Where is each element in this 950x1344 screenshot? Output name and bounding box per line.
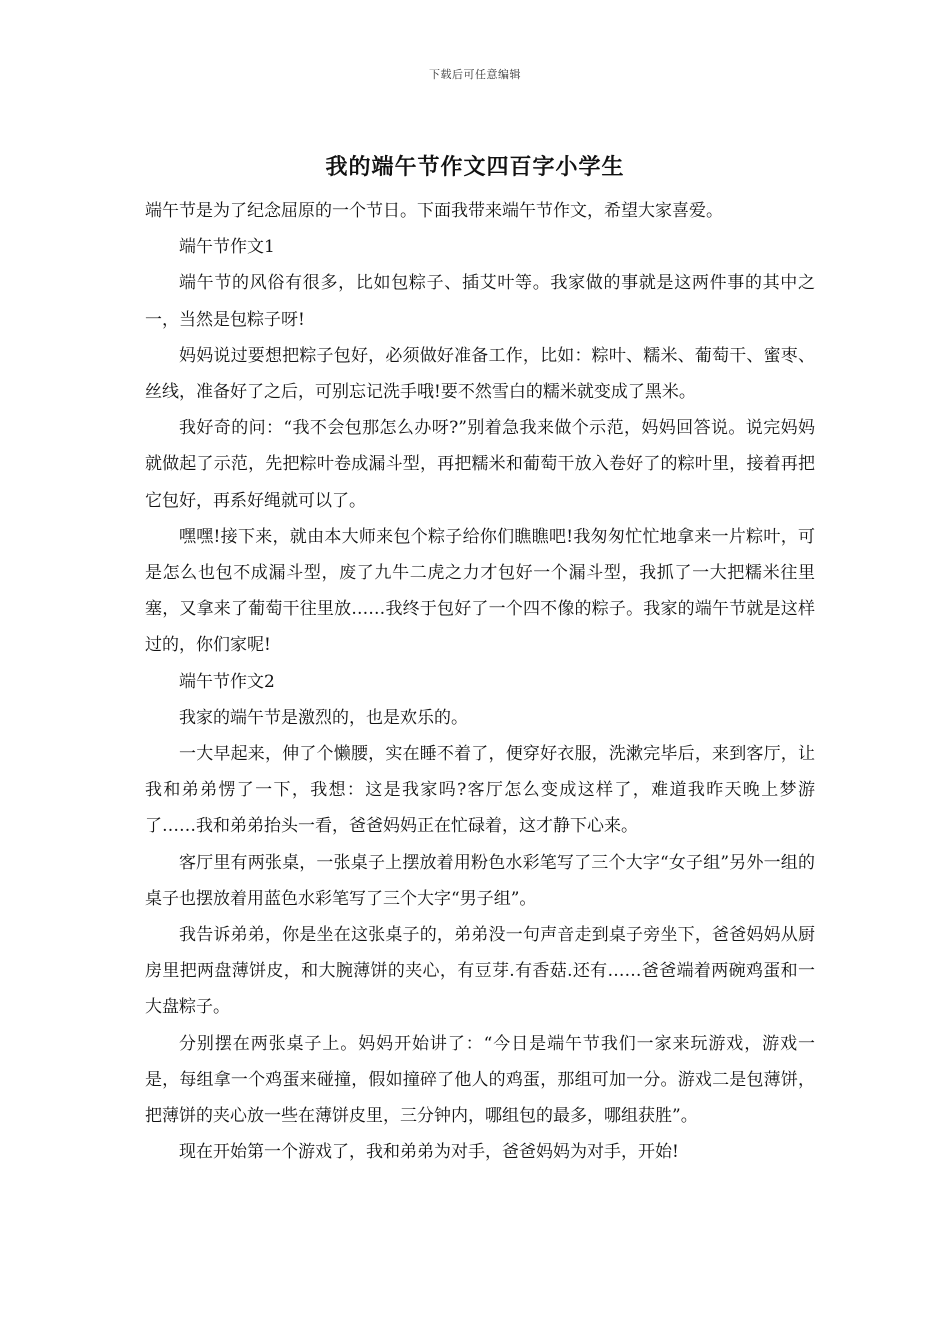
page-title: 我的端午节作文四百字小学生 [325, 154, 625, 180]
section-heading-1: 端午节作文1 [179, 237, 275, 258]
header-note: 下载后可任意编辑 [429, 68, 521, 81]
paragraph: 分别摆在两张桌子上。妈妈开始讲了：“今日是端午节我们一家来玩游戏，游戏一是，每组拿一个鸡蛋来碰撞，假如撞碎了他人的鸡蛋，那组可加一分。游戏二是包薄饼，把薄饼的夹心放一些在薄饼皮里，三分钟内，哪组包的最多，哪组获胜”。 [145, 1033, 815, 1127]
paragraph: 端午节的风俗有很多，比如包粽子、插艾叶等。我家做的事就是这两件事的其中之一，当然是包粽子呀! [145, 273, 815, 330]
paragraph: 一大早起来，伸了个懒腰，实在睡不着了，便穿好衣服，洗漱完毕后，来到客厅，让我和弟弟愣了一下，我想：这是我家吗?客厅怎么变成这样了，难道我昨天晚上梦游了……我和弟弟抬头一看，爸爸妈妈正在忙碌着，这才静下心来。 [145, 744, 815, 837]
article-body [145, 193, 815, 1170]
paragraph: 我好奇的问：“我不会包那怎么办呀?”别着急我来做个示范，妈妈回答说。说完妈妈就做起了示范，先把粽叶卷成漏斗型，再把糯米和葡萄干放入卷好了的粽叶里，接着再把它包好，再系好绳就可以了。 [145, 418, 815, 511]
paragraph: 我家的端午节是激烈的，也是欢乐的。 [179, 707, 468, 728]
paragraph: 妈妈说过要想把粽子包好，必须做好准备工作，比如：粽叶、糯米、葡萄干、蜜枣、丝线，准备好了之后，可别忘记洗手哦!要不然雪白的糯米就变成了黑米。 [145, 345, 815, 403]
paragraph: 我告诉弟弟，你是坐在这张桌子的，弟弟没一句声音走到桌子旁坐下，爸爸妈妈从厨房里把两盘薄饼皮，和大腕薄饼的夹心，有豆芽.有香菇.还有……爸爸端着两碗鸡蛋和一大盘粽子。 [145, 925, 815, 1018]
paragraph: 客厅里有两张桌，一张桌子上摆放着用粉色水彩笔写了三个大字“女子组”另外一组的桌子也摆放着用蓝色水彩笔写了三个大字“男子组”。 [145, 852, 815, 909]
paragraph: 现在开始第一个游戏了，我和弟弟为对手，爸爸妈妈为对手，开始! [179, 1142, 679, 1163]
paragraph: 嘿嘿!接下来，就由本大师来包个粽子给你们瞧瞧吧!我匆匆忙忙地拿来一片粽叶，可是怎么也包不成漏斗型，废了九牛二虎之力才包好一个漏斗型，我抓了一大把糯米往里塞，又拿来了葡萄干往里放……我终于包好了一个四不像的粽子。我家的端午节就是这样过的，你们家呢! [145, 526, 815, 656]
paragraph-intro: 端午节是为了纪念屈原的一个节日。下面我带来端午节作文，希望大家喜爱。 [145, 201, 723, 221]
section-heading-2: 端午节作文2 [179, 671, 275, 692]
